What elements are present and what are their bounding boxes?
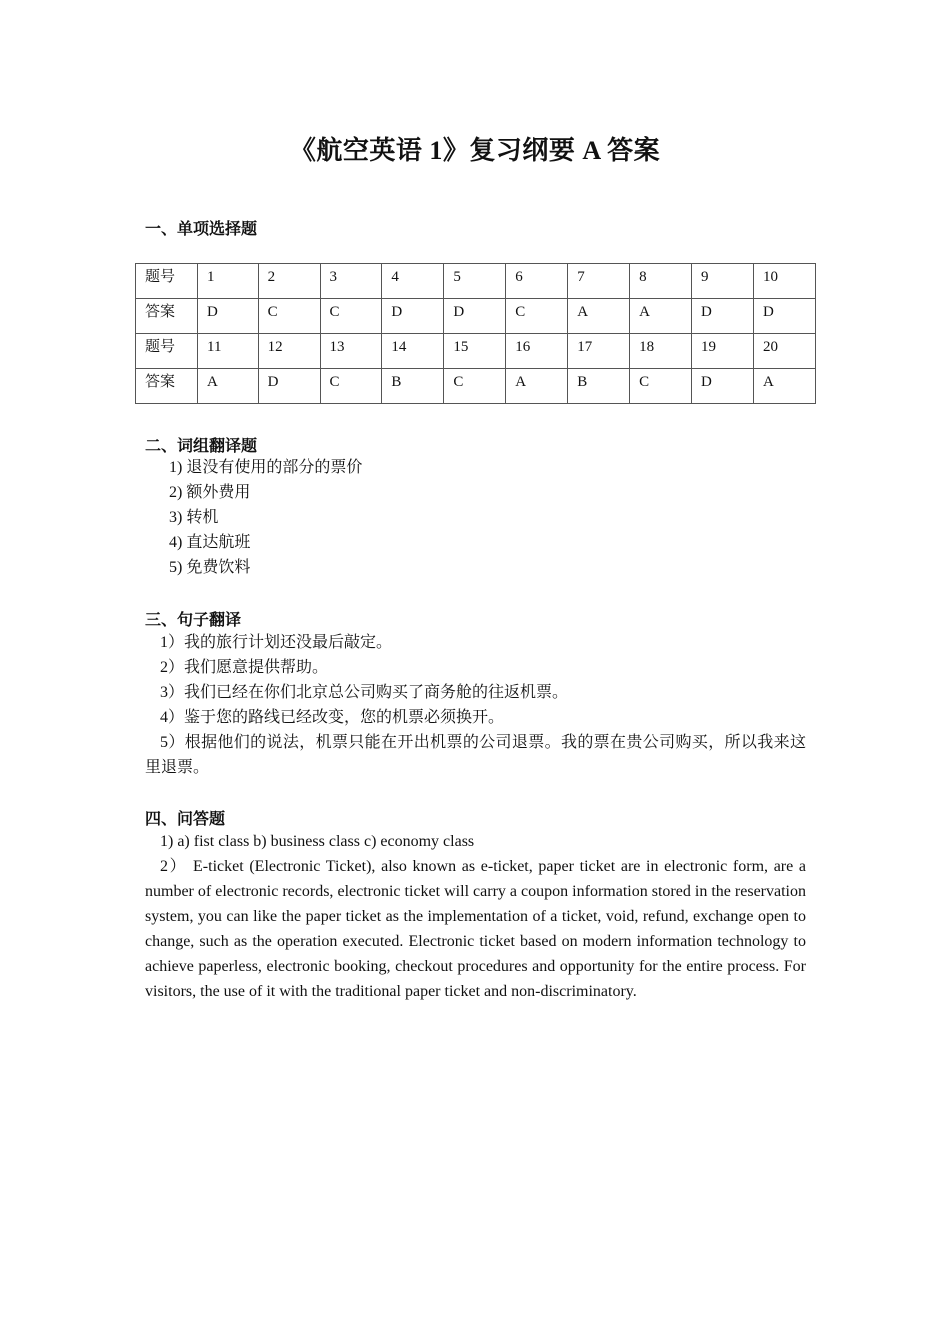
table-row [136,334,816,369]
table-cell: C [258,299,320,334]
table-cell: A [630,299,692,334]
table-cell: C [320,299,382,334]
list-item: 3) 转机 [169,509,219,526]
list-item: 1) 退没有使用的部分的票价 [169,459,363,476]
table-cell: A [198,369,259,404]
list-item: 5）根据他们的说法，机票只能在开出机票的公司退票。我的票在贵公司购买，所以我来这里退票。 [145,734,806,776]
list-item: 4）鉴于您的路线已经改变，您的机票必须换开。 [160,709,505,726]
table-cell: 15 [444,334,506,369]
section-heading-qa: 四、问答题 [145,811,226,828]
table-cell: 12 [258,334,320,369]
table-cell: B [568,369,630,404]
table-cell: A [753,369,815,404]
table-cell: D [258,369,320,404]
list-item: 1) a) fist class b) business class c) economy class [160,833,475,850]
section-heading-sentence: 三、句子翻译 [145,612,242,629]
list-item: 3）我们已经在你们北京总公司购买了商务舱的往返机票。 [160,684,569,701]
table-cell: 6 [506,264,568,299]
list-item: 5) 免费饮料 [169,559,251,576]
table-row-header: 答案 [136,369,198,404]
table-row-header: 题号 [136,334,198,369]
table-cell: D [753,299,815,334]
page-title: 《航空英语 1》复习纲要 A 答案 [289,136,661,165]
table-cell: A [506,369,568,404]
table-cell: 17 [568,334,630,369]
table-row-header: 题号 [136,264,198,299]
table-cell: 9 [692,264,754,299]
table-cell: D [444,299,506,334]
section-heading-phrase: 二、词组翻译题 [145,438,258,455]
table-cell: 7 [568,264,630,299]
table-cell: C [444,369,506,404]
table-cell: D [198,299,259,334]
table-cell: 10 [753,264,815,299]
table-cell: 13 [320,334,382,369]
table-cell: 8 [630,264,692,299]
table-cell: 16 [506,334,568,369]
table-cell: 3 [320,264,382,299]
table-cell: 14 [382,334,444,369]
section-heading-choice: 一、单项选择题 [145,221,258,238]
table-cell: B [382,369,444,404]
table-cell: 11 [198,334,259,369]
list-item: 2) 额外费用 [169,484,251,501]
table-cell: 2 [258,264,320,299]
table-row-header: 答案 [136,299,198,334]
table-cell: C [320,369,382,404]
table-row [136,264,816,299]
table-cell: D [382,299,444,334]
table-cell: 5 [444,264,506,299]
table-cell: 20 [753,334,815,369]
table-cell: A [568,299,630,334]
table-cell: D [692,299,754,334]
table-row [136,299,816,334]
table-cell: 19 [692,334,754,369]
table-cell: D [692,369,754,404]
table-cell: C [506,299,568,334]
table-row [136,369,816,404]
list-item: 2）我们愿意提供帮助。 [160,659,329,676]
table-cell: 18 [630,334,692,369]
list-item: 1）我的旅行计划还没最后敲定。 [160,634,393,651]
table-cell: 4 [382,264,444,299]
table-cell: C [630,369,692,404]
table-cell: 1 [198,264,259,299]
answer-paragraph: 2） E-ticket (Electronic Ticket), also known as e-ticket, paper ticket are in electronic form, are a number of electronic records, electronic ticket will carry a coupon information stored in the reservation system, you can like the paper ticket as the implementation of a ticket, void, refund, exchange open to change, such as the operation executed. Electronic ticket based on modern information technology to achieve paperless, electronic booking, checkout procedures and opportunity for the entire process. For visitors, the use of it with the traditional paper ticket and non-discriminatory. [145,858,806,1000]
list-item: 4) 直达航班 [169,534,251,551]
answer-table [135,263,816,404]
